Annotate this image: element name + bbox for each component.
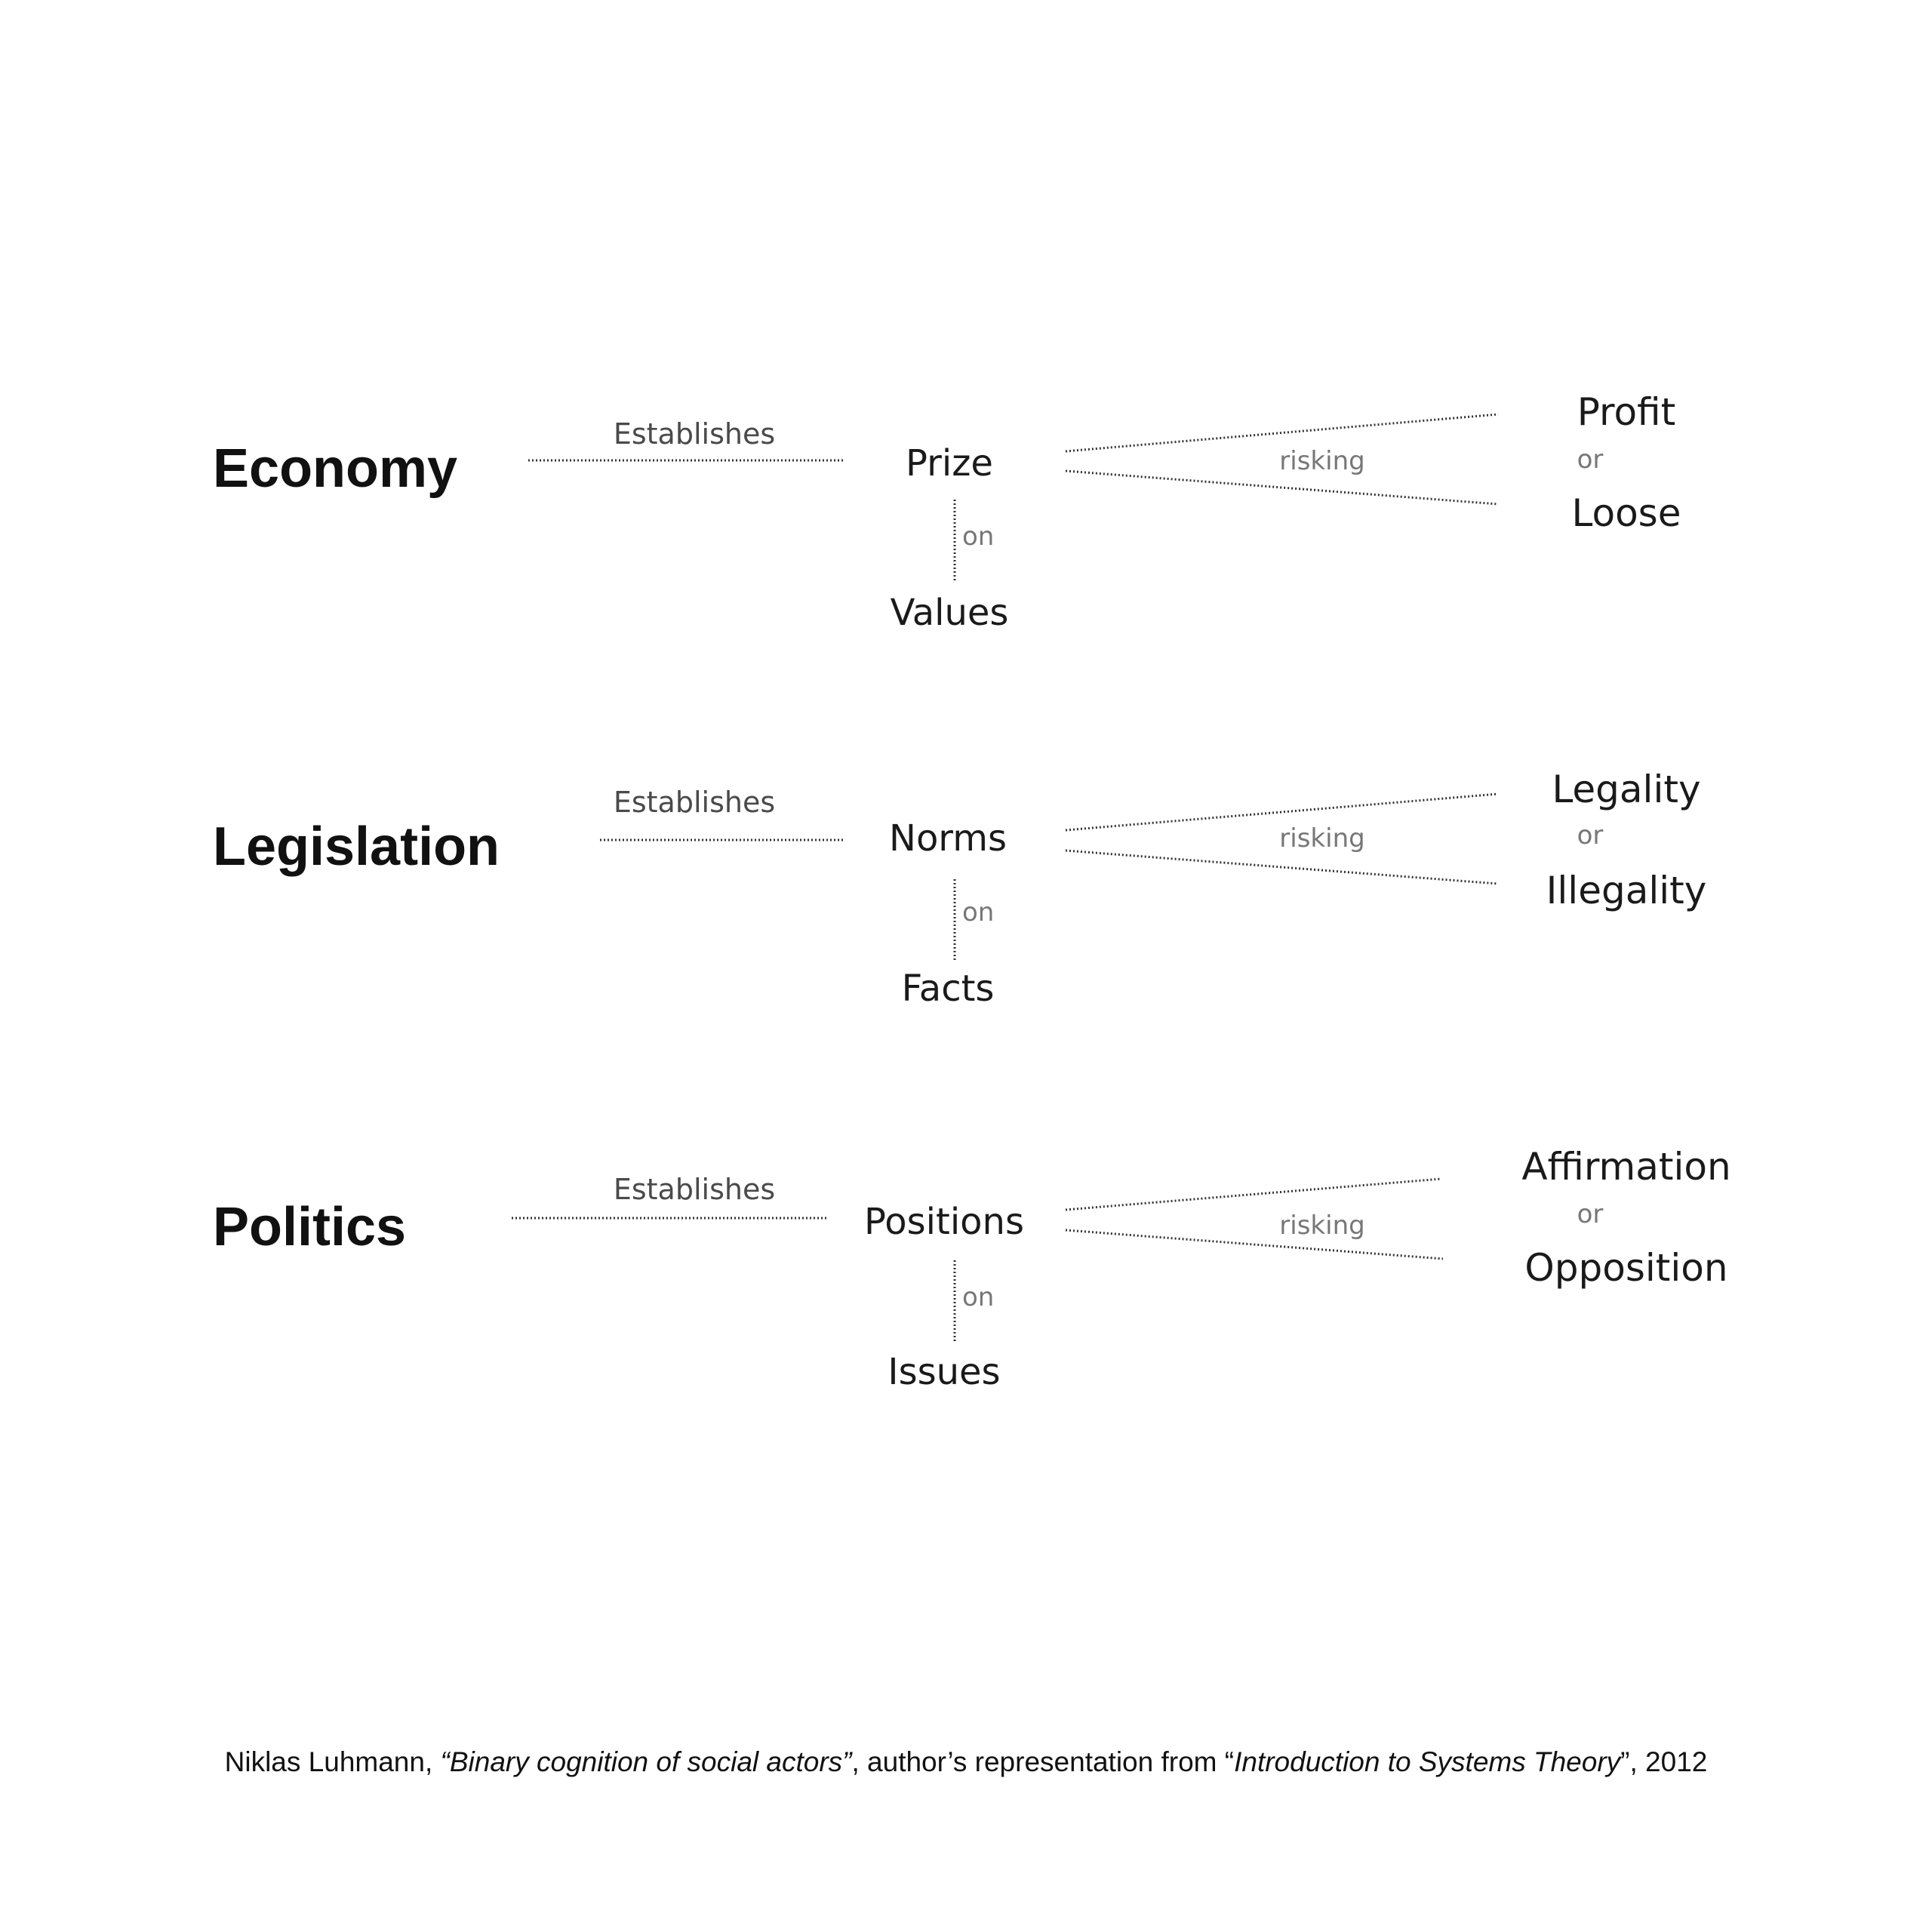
row-politics xyxy=(213,1145,1731,1393)
risking-label: risking xyxy=(1279,446,1365,476)
caption-middle: , author’s representation from “ xyxy=(851,1746,1235,1777)
system-label: Legislation xyxy=(213,817,500,877)
caption-author: Niklas Luhmann, xyxy=(224,1746,441,1777)
caption-work-title: “Binary cognition of social actors” xyxy=(440,1746,852,1777)
outcome-positive: Legality xyxy=(1552,768,1701,811)
system-label: Economy xyxy=(213,438,458,499)
risking-connector-lower xyxy=(1066,851,1498,884)
basis-node: Values xyxy=(890,592,1009,634)
establishes-label: Establishes xyxy=(613,786,776,819)
basis-node: Issues xyxy=(888,1351,1001,1393)
establishes-label: Establishes xyxy=(613,417,776,451)
or-label: or xyxy=(1577,1199,1604,1229)
outcome-positive: Affirmation xyxy=(1521,1145,1731,1189)
risking-connector-lower xyxy=(1066,1230,1443,1259)
on-label: on xyxy=(962,521,995,552)
system-label: Politics xyxy=(213,1197,407,1257)
row-economy xyxy=(213,390,1681,634)
row-legislation xyxy=(213,768,1706,1010)
basis-node: Facts xyxy=(901,968,995,1010)
or-label: or xyxy=(1577,445,1604,475)
risking-label: risking xyxy=(1279,1211,1365,1241)
established-node: Prize xyxy=(906,442,993,485)
caption-book-title: Introduction to Systems Theory xyxy=(1234,1746,1621,1777)
source-caption xyxy=(0,1746,1932,1778)
established-node: Positions xyxy=(864,1201,1024,1243)
caption-year: ”, 2012 xyxy=(1620,1746,1708,1777)
outcome-negative: Illegality xyxy=(1546,869,1707,912)
on-label: on xyxy=(962,1282,995,1312)
risking-label: risking xyxy=(1279,823,1365,854)
establishes-label: Establishes xyxy=(613,1173,776,1206)
outcome-positive: Profit xyxy=(1577,390,1676,434)
or-label: or xyxy=(1577,820,1604,851)
outcome-negative: Opposition xyxy=(1524,1246,1728,1290)
on-label: on xyxy=(962,897,995,928)
risking-connector-upper xyxy=(1066,1179,1441,1210)
outcome-negative: Loose xyxy=(1571,491,1681,535)
established-node: Norms xyxy=(889,817,1007,860)
